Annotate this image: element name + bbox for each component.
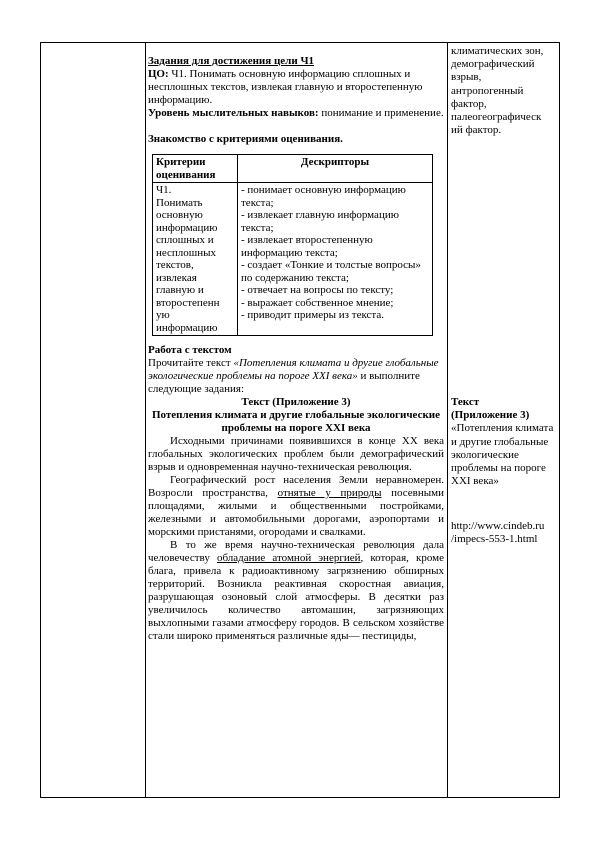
text-paragraph-3	[148, 539, 444, 643]
para2-end: посевными площадями, жилыми и общественными постройками, железными и автомобильными дорогами, аэропортами и морскими пристанями, огородами и свалками.	[148, 487, 444, 538]
descriptor-item: - отвечает на вопросы по тексту;	[241, 284, 394, 296]
instruction-paragraph	[148, 357, 444, 396]
criteria-line: главную и	[156, 284, 204, 296]
descriptors-header: Дескрипторы	[238, 155, 433, 183]
text-label: Текст (Приложение 3)	[241, 396, 351, 408]
lesson-table	[40, 42, 560, 798]
descriptors-cell	[238, 183, 433, 336]
resources-terms	[451, 45, 557, 137]
para3-end: , которая, кроме блага, привела к радиоактивному загрязнению обширных территорий. Возникла реактивная скоростная авиация, разрушающая озоновый слой атмосферы. В десятки раз увеличилось количество автомашин, загрязняющих выхлопными газами атмосферу городов. В сельском хозяйстве стали широко применяться различные яды— пестициды,	[148, 552, 444, 642]
column-divider-right	[447, 43, 448, 797]
resource-term-line: демографический	[451, 58, 535, 71]
column-divider-left	[145, 43, 146, 797]
resource-term-line: взрыв,	[451, 71, 482, 84]
resource-url-line-2[interactable]: /impecs-553-1.html	[451, 533, 538, 546]
text-title: Потепления климата и другие глобальные экологические проблемы на пороге XXI века	[151, 409, 441, 434]
criteria-line: ую	[156, 309, 170, 321]
instruction-end: и выполните следующие задания:	[148, 370, 420, 395]
criteria-line: текстов,	[156, 259, 194, 271]
para3-underlined: обладание атомной энергией	[216, 552, 361, 564]
criteria-header: Критерии оценивания	[153, 155, 238, 183]
criteria-line: несплошных	[156, 246, 217, 259]
descriptor-item: - приводит примеры из текста.	[241, 309, 384, 321]
descriptor-item: - выражает собственное мнение;	[241, 296, 394, 309]
resource-ref-label: Текст	[451, 396, 480, 408]
resource-term-line: палеогеографическ	[451, 111, 542, 124]
descriptor-item: - понимает основную информацию текста;	[241, 184, 406, 209]
text-paragraph-2	[148, 474, 444, 539]
left-column-empty	[41, 43, 145, 797]
resource-term-line: антропогенный	[451, 84, 524, 97]
criteria-line: Ч1.	[156, 184, 172, 196]
thinking-level-label: Уровень мыслительных навыков:	[148, 107, 319, 119]
resource-term-line: климатических зон,	[451, 45, 544, 57]
work-heading: Работа с текстом	[148, 344, 232, 356]
criteria-line: сплошных и	[156, 234, 214, 246]
goal-text: Ч1. Понимать основную информацию сплошных и несплошных текстов, извлекая главную и второстепенную информацию.	[148, 68, 423, 106]
para2-underlined: отнятые у природы	[277, 487, 382, 499]
descriptor-item: - извлекает второстепенную информацию текста;	[241, 234, 373, 259]
resource-link[interactable]	[451, 520, 559, 546]
goal-label: ЦО:	[148, 68, 169, 80]
criteria-line: информацию	[156, 221, 218, 234]
criteria-line: второстепенн	[156, 296, 220, 309]
resource-ref-appendix: (Приложение 3)	[451, 409, 530, 422]
main-column	[148, 55, 444, 643]
resource-reference	[451, 396, 557, 488]
instruction-title: «Потепления климата и другие глобальные экологические проблемы на пороге XXI века»	[148, 357, 439, 382]
para2-start: Географический рост населения Земли неравномерен. Возросли пространства,	[148, 474, 444, 499]
criteria-line: извлекая	[156, 271, 197, 284]
criteria-line: основную	[156, 209, 203, 221]
resource-ref-title: «Потепления климата и другие глобальные экологические проблемы на пороге XXI века»	[451, 422, 554, 488]
criteria-line: Понимать	[156, 196, 203, 209]
thinking-level-text: понимание и применение.	[318, 107, 444, 119]
criteria-table	[152, 154, 433, 336]
task-heading: Задания для достижения цели Ч1	[148, 55, 315, 67]
criteria-line: информацию	[156, 321, 218, 334]
goal-paragraph	[148, 68, 444, 107]
resource-url-line-1[interactable]: http://www.cindeb.ru	[451, 520, 545, 532]
text-paragraph-1: Исходными причинами появившихся в конце XX века глобальных экологических проблем были демографический взрыв и одновременная научно-техническая революция.	[148, 435, 444, 473]
resource-term-line: ий фактор.	[451, 124, 502, 137]
thinking-level-paragraph	[148, 107, 444, 120]
criteria-cell	[153, 183, 238, 336]
descriptor-item: - извлекает главную информацию текста;	[241, 209, 399, 234]
descriptor-item: - создает «Тонкие и толстые вопросы» по содержанию текста;	[241, 259, 421, 284]
instruction-start: Прочитайте текст	[148, 357, 234, 369]
resource-term-line: фактор,	[451, 97, 487, 110]
criteria-intro: Знакомство с критериями оценивания.	[148, 133, 343, 145]
para3-start: В то же время научно-техническая революция дала человечеству	[148, 539, 444, 564]
